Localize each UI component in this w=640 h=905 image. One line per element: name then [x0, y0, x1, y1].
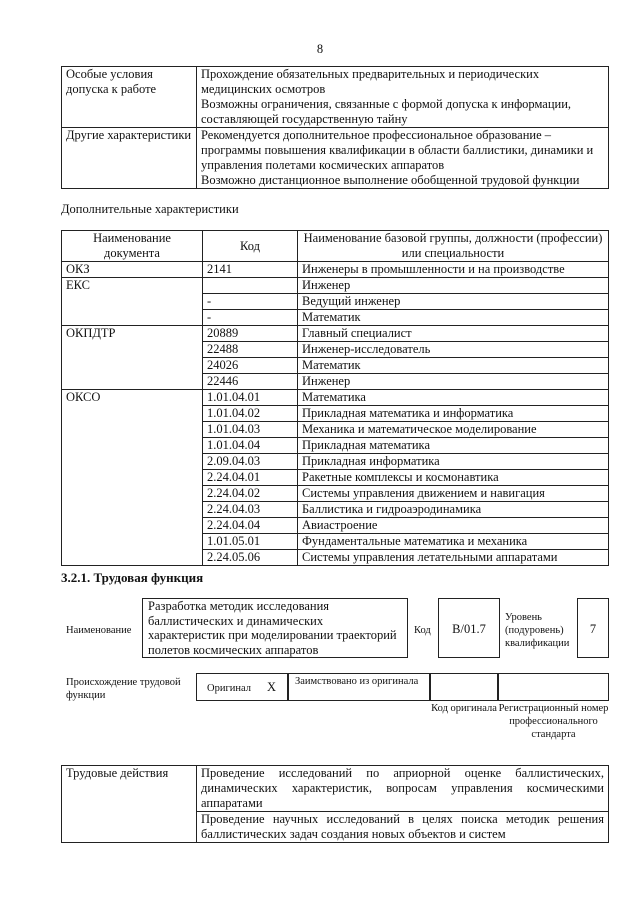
- origin-code-caption: Код оригинала: [431, 703, 497, 714]
- table-row: [62, 766, 609, 812]
- registration-caption: Регистрационный номер профессионального стандарта: [498, 703, 609, 740]
- row-content: [197, 128, 609, 189]
- name-cell: Прикладная математика и информатика: [298, 406, 609, 422]
- additional-table: [61, 230, 609, 566]
- doc-cell: ЕКС: [62, 278, 203, 326]
- table-row: [62, 262, 609, 278]
- doc-cell: ОКПДТР: [62, 326, 203, 390]
- additional-title: Дополнительные характеристики: [61, 202, 239, 216]
- code-cell: 2.24.04.03: [203, 502, 298, 518]
- code-label: Код: [414, 625, 431, 636]
- name-cell: Главный специалист: [298, 326, 609, 342]
- code-cell: 1.01.05.01: [203, 534, 298, 550]
- row-content: [197, 67, 609, 128]
- row-line: Возможно дистанционное выполнение обобщенной трудовой функции: [201, 173, 580, 187]
- code-cell: -: [203, 310, 298, 326]
- name-cell: Математика: [298, 390, 609, 406]
- name-cell: Ведущий инженер: [298, 294, 609, 310]
- original-mark: X: [267, 680, 277, 694]
- row-line: Прохождение обязательных предварительных и периодических медицинских осмотров: [201, 67, 540, 96]
- header-name: Наименование базовой группы, должности (профессии) или специальности: [298, 231, 609, 262]
- row-line: Рекомендуется дополнительное профессиональное образование – программы повышения квалификации в области баллистики, динамики и управления полетами космических аппаратов: [201, 128, 594, 172]
- page-number: 8: [316, 42, 324, 56]
- header-doc: Наименование документа: [62, 231, 203, 262]
- row-label: Особые условия допуска к работе: [62, 67, 197, 128]
- registration-box: [498, 673, 609, 701]
- doc-cell: ОКСО: [62, 390, 203, 566]
- table-header-row: [62, 231, 609, 262]
- name-cell: Инженер: [298, 374, 609, 390]
- borrowed-label: Заимствовано из оригинала: [288, 673, 430, 701]
- table-row: [62, 67, 609, 128]
- table-row: [62, 390, 609, 406]
- name-cell: Прикладная математика: [298, 438, 609, 454]
- action-item: Проведение научных исследований в целях поиска методик решения баллистических задач создания новых объектов и систем: [197, 812, 609, 843]
- name-cell: Инженеры в промышленности и на производстве: [298, 262, 609, 278]
- code-cell: 22446: [203, 374, 298, 390]
- code-cell: 20889: [203, 326, 298, 342]
- header-code: Код: [203, 231, 298, 262]
- code-cell: 2.09.04.03: [203, 454, 298, 470]
- name-cell: Баллистика и гидроаэродинамика: [298, 502, 609, 518]
- name-cell: Системы управления движением и навигация: [298, 486, 609, 502]
- doc-cell: ОКЗ: [62, 262, 203, 278]
- code-cell: [203, 278, 298, 294]
- code-cell: 1.01.04.02: [203, 406, 298, 422]
- row-label: Другие характеристики: [62, 128, 197, 189]
- row-line: Возможны ограничения, связанные с формой допуска к информации, составляющей государственную тайну: [201, 97, 572, 126]
- actions-table: [61, 765, 609, 843]
- code-cell: 1.01.04.01: [203, 390, 298, 406]
- name-cell: Фундаментальные математика и механика: [298, 534, 609, 550]
- action-item: Проведение исследований по априорной оценке баллистических, динамических характеристик, вопросам управления космическими аппаратами: [197, 766, 609, 812]
- table-row: [62, 128, 609, 189]
- name-cell: Математик: [298, 358, 609, 374]
- original-box: [196, 673, 288, 701]
- function-name: Разработка методик исследования баллистических и динамических характеристик при моделировании траекторий полетов космических аппаратов: [142, 598, 408, 658]
- qualification-level: 7: [577, 598, 609, 658]
- additional-table-body: [62, 262, 609, 566]
- code-cell: 1.01.04.03: [203, 422, 298, 438]
- name-cell: Математик: [298, 310, 609, 326]
- code-cell: 24026: [203, 358, 298, 374]
- name-cell: Инженер-исследователь: [298, 342, 609, 358]
- conditions-table: [61, 66, 609, 189]
- table-row: [62, 278, 609, 294]
- name-cell: Механика и математическое моделирование: [298, 422, 609, 438]
- name-cell: Прикладная информатика: [298, 454, 609, 470]
- origin-label: Происхождение трудовой функции: [66, 677, 181, 701]
- code-cell: 2141: [203, 262, 298, 278]
- code-cell: 22488: [203, 342, 298, 358]
- name-cell: Системы управления летательными аппаратами: [298, 550, 609, 566]
- name-cell: Авиастроение: [298, 518, 609, 534]
- code-cell: 2.24.04.04: [203, 518, 298, 534]
- original-label: Оригинал: [207, 683, 251, 694]
- section-title: 3.2.1. Трудовая функция: [61, 570, 204, 585]
- function-code: B/01.7: [438, 598, 500, 658]
- name-cell: Инженер: [298, 278, 609, 294]
- code-cell: 2.24.04.02: [203, 486, 298, 502]
- code-cell: 2.24.04.01: [203, 470, 298, 486]
- actions-label: Трудовые действия: [62, 766, 197, 843]
- code-cell: -: [203, 294, 298, 310]
- name-cell: Ракетные комплексы и космонавтика: [298, 470, 609, 486]
- table-row: [62, 326, 609, 342]
- level-label: Уровень (подуровень) квалификации: [505, 612, 570, 649]
- name-label: Наименование: [66, 625, 132, 636]
- origin-code-box: [430, 673, 498, 701]
- code-cell: 2.24.05.06: [203, 550, 298, 566]
- code-cell: 1.01.04.04: [203, 438, 298, 454]
